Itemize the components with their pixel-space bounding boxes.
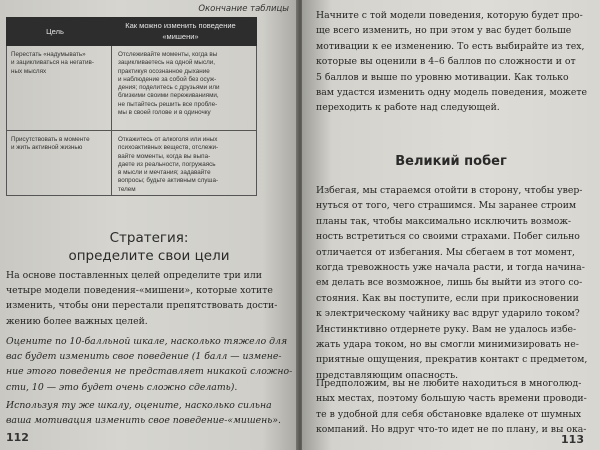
text-line: жению более важных целей. — [6, 315, 148, 327]
right-paragraph-2 — [316, 183, 596, 383]
text-line: когда тревожность уже начала расти, и тогда начина- — [316, 262, 585, 274]
text-line: Используя ту же шкалу, оцените, насколько сильна — [6, 400, 272, 411]
left-page — [0, 0, 298, 450]
text-line: переходить к работе над следующей. — [316, 102, 500, 114]
left-paragraph-2 — [6, 334, 292, 395]
strategy-heading-line: Стратегия: — [109, 230, 189, 246]
right-page — [302, 0, 600, 450]
row-how-cell — [112, 46, 256, 130]
text-line: ем делать все возможное, лишь бы выйти из этого со- — [316, 277, 583, 289]
text-line: Оцените по 10-балльной шкале, насколько тяжело для — [6, 336, 288, 347]
page-number-left: 112 — [6, 431, 29, 444]
table-row — [6, 46, 257, 131]
text-line: нуться от того, чего страшимся. Мы заранее строим — [316, 200, 577, 212]
header-how-to-change: Как можно изменить поведение «мишени» — [125, 21, 236, 41]
table-continuation-note: Окончание таблицы — [198, 4, 289, 14]
text-line: вас будет изменить свое поведение (1 балл — измене- — [6, 351, 282, 363]
text-line: четыре модели поведения-«мишени», которые хотите — [6, 285, 273, 297]
cell-line: зацикливаетесь на одной мысли, — [118, 59, 216, 67]
text-line: ность встретиться со своими страхами. Побег сильно — [316, 231, 580, 243]
right-paragraph-3 — [316, 376, 596, 438]
text-line: к электрическому чайнику вас вдруг ударило током? — [316, 308, 580, 320]
header-goal: Цель — [46, 27, 64, 36]
text-line: Инстинктивно отдернете руку. Вам не удалось избе- — [316, 323, 577, 335]
cell-line: и жить активной жизнью — [11, 144, 83, 152]
cell-line: телем — [118, 185, 136, 193]
page-number-right: 113 — [561, 433, 584, 446]
text-line: планы так, чтобы максимально исключить возмож- — [316, 215, 572, 227]
cell-line: не пытайтесь решить все пробле- — [118, 100, 218, 108]
row-goal-cell — [7, 46, 112, 130]
text-line: Избегая, мы стараемся отойти в сторону, чтобы увер- — [316, 185, 583, 196]
cell-line: психоактивных веществ, отслежи- — [118, 144, 219, 152]
left-paragraph-1 — [6, 268, 292, 329]
strategy-heading-line: определите свои цели — [68, 247, 230, 264]
cell-line: вайте моменты, когда вы выпа- — [118, 152, 211, 160]
cell-line: Присутствовать в моменте — [11, 136, 90, 143]
cell-line: и зацикливаться на негатив- — [11, 59, 94, 67]
text-line: ных местах, поэтому большую часть времени проводи- — [316, 393, 587, 405]
left-paragraph-3 — [6, 398, 292, 428]
cell-line: вопросы; будьте активным слуша- — [118, 177, 219, 185]
cell-line: дения; поделитесь с друзьями или — [118, 84, 220, 92]
cell-line: Отслеживайте моменты, когда вы — [118, 51, 218, 58]
cell-line: Перестать «надумывать» — [11, 51, 86, 58]
text-line: те в удобной для себя обстановке вдалеке от шумных — [316, 408, 582, 420]
cell-line: ных мыслях — [11, 67, 47, 75]
table-row — [6, 131, 257, 196]
text-line: мотивации к ее изменению. То есть выбирайте из тех, — [316, 40, 585, 52]
text-line: Предположим, вы не любите находиться в многолюд- — [316, 378, 582, 389]
cell-line: даете из реальности, погружаясь — [118, 160, 216, 168]
section-heading: Великий побег — [395, 154, 507, 169]
text-line: изменить, чтобы они перестали препятствовать дости- — [6, 300, 278, 312]
cell-line: практикуя осознанное дыхание — [118, 67, 210, 75]
strategy-heading — [0, 230, 298, 265]
text-line: На основе поставленных целей определите три или — [6, 270, 262, 281]
text-line: жать удара током, но вы смогли минимизировать не- — [316, 339, 579, 351]
right-paragraph-1 — [316, 8, 596, 116]
text-line: ще всего изменить, но при этом у вас будет больше — [316, 25, 572, 37]
row-goal-cell — [7, 131, 112, 195]
text-line: Начните с той модели поведения, которую будет про- — [316, 10, 583, 21]
text-line: представляющим опасность. — [316, 369, 459, 381]
text-line: стояния. Как вы поступите, если при прикосновении — [316, 292, 579, 304]
text-line: 5 баллов и выше по уровню мотивации. Как только — [316, 71, 569, 83]
row-how-cell — [112, 131, 256, 195]
text-line: компаний. Но вдруг что-то идет не по плану, и вы ока- — [316, 424, 587, 436]
text-line: вам удастся изменить одну модель поведения, можете — [316, 87, 588, 99]
behavior-table — [6, 17, 257, 196]
text-line: ние этого поведения не представляет никакой сложно- — [6, 366, 293, 378]
cell-line: близкими своими переживаниями, — [118, 92, 219, 100]
text-line: приятные ощущения, прекратив контакт с предметом, — [316, 354, 588, 366]
text-line: ваша мотивация изменить свое поведение-«мишень». — [6, 415, 281, 427]
cell-line: и наблюдение за собой без осуж- — [118, 75, 217, 83]
cell-line: Откажитесь от алкоголя или иных — [118, 136, 218, 143]
cell-line: в мысли и мечтания; задавайте — [118, 169, 211, 177]
text-line: отличается от избегания. Мы сбегаем в тот момент, — [316, 246, 576, 258]
text-line: сти, 10 — это будет очень сложно сделать). — [6, 381, 238, 393]
table-header — [6, 17, 257, 46]
text-line: которые вы оценили в 4–6 баллов по сложности и от — [316, 56, 576, 68]
cell-line: мы в своей голове и в одиночку — [118, 109, 211, 117]
